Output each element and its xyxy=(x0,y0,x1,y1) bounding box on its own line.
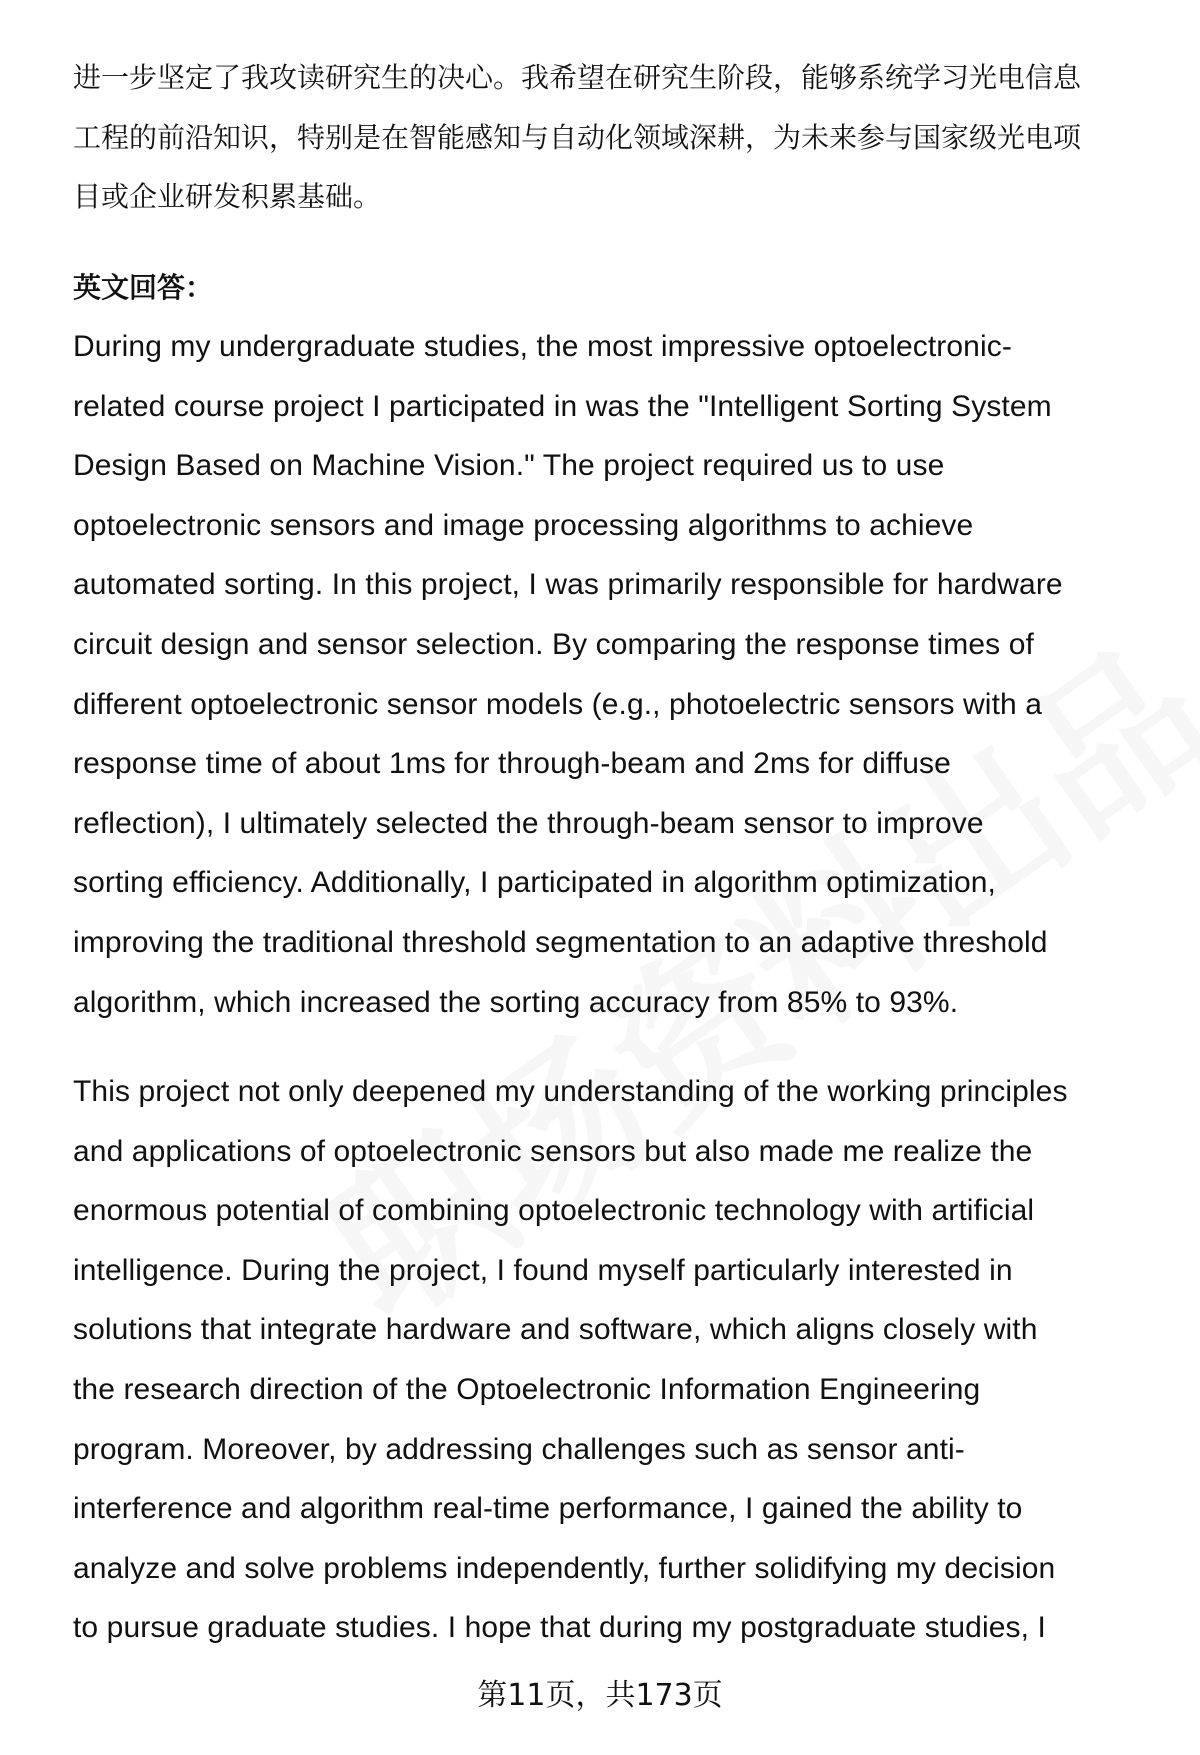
paragraph-2-line: to pursue graduate studies. I hope that during my postgraduate studies, I xyxy=(73,1611,1046,1645)
paragraph-2-line: analyze and solve problems independently, further solidifying my decision xyxy=(73,1551,1056,1585)
paragraph-2-line: solutions that integrate hardware and software, which aligns closely with xyxy=(73,1313,1038,1347)
paragraph-1-line: automated sorting. In this project, I was primarily responsible for hardware xyxy=(73,568,1063,602)
chinese-answer-line: 工程的前沿知识，特别是在智能感知与自动化领域深耕，为未来参与国家级光电项 xyxy=(73,120,1082,154)
paragraph-1-line: different optoelectronic sensor models (e.g., photoelectric sensors with a xyxy=(73,687,1043,721)
page-number-footer: 第11页，共173页 xyxy=(477,1678,723,1713)
paragraph-2-line: program. Moreover, by addressing challenges such as sensor anti- xyxy=(73,1432,965,1466)
paragraph-2-line: and applications of optoelectronic sensors but also made me realize the xyxy=(73,1134,1033,1168)
paragraph-2-line: the research direction of the Optoelectronic Information Engineering xyxy=(73,1373,981,1406)
paragraph-1-line: response time of about 1ms for through-beam and 2ms for diffuse xyxy=(73,747,951,781)
paragraph-1-line: circuit design and sensor selection. By comparing the response times of xyxy=(73,628,1034,661)
paragraph-1-line: reflection), I ultimately selected the through-beam sensor to improve xyxy=(73,806,984,840)
chinese-answer-line: 进一步坚定了我攻读研究生的决心。我希望在研究生阶段，能够系统学习光电信息 xyxy=(73,61,1082,94)
paragraph-2-line: interference and algorithm real-time performance, I gained the ability to xyxy=(73,1492,1023,1526)
paragraph-1-line: algorithm, which increased the sorting accuracy from 85% to 93%. xyxy=(73,985,959,1019)
paragraph-1-line: sorting efficiency. Additionally, I participated in algorithm optimization, xyxy=(73,866,996,900)
paragraph-1-line: optoelectronic sensors and image processing algorithms to achieve xyxy=(73,508,974,542)
paragraph-1-line: related course project I participated in was the "Intelligent Sorting System xyxy=(73,389,1052,423)
paragraph-2-line: This project not only deepened my understanding of the working principles xyxy=(73,1075,1068,1108)
paragraph-1-line: improving the traditional threshold segmentation to an adaptive threshold xyxy=(73,926,1048,959)
paragraph-1-line: Design Based on Machine Vision." The project required us to use xyxy=(73,449,945,483)
section-heading: 英文回答： xyxy=(73,271,214,304)
chinese-answer-line: 目或企业研发积累基础。 xyxy=(73,180,382,214)
paragraph-2-line: enormous potential of combining optoelectronic technology with artificial xyxy=(73,1194,1035,1228)
paragraph-1-line: During my undergraduate studies, the most impressive optoelectronic- xyxy=(73,330,1012,363)
paragraph-2-line: intelligence. During the project, I found myself particularly interested in xyxy=(73,1253,1013,1287)
